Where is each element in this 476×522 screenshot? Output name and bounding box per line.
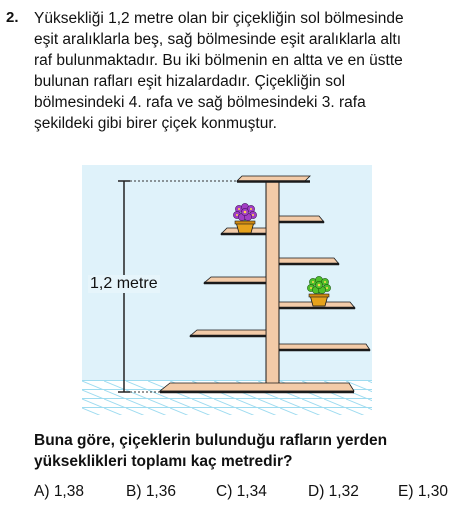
- choice-letter: A): [34, 483, 50, 500]
- question-line: bulunan rafları eşit hizalardadır. Çiçekliğin sol: [34, 73, 346, 90]
- left-shelf-2: [190, 330, 266, 336]
- question-line: eşit aralıklarla beş, sağ bölmesinde eşit aralıklarla altı: [34, 31, 402, 48]
- choice-value: 1,36: [145, 483, 176, 500]
- question-line: şekildeki gibi birer çiçek konmuştur.: [34, 115, 277, 132]
- prompt-line: yükseklikleri toplamı kaç metredir?: [34, 453, 293, 470]
- choice-a[interactable]: [34, 483, 84, 501]
- choice-b[interactable]: [126, 483, 176, 501]
- choice-letter: D): [308, 483, 325, 500]
- prompt-line: Buna göre, çiçeklerin bulunduğu rafların yerden: [34, 432, 388, 449]
- choice-e[interactable]: [398, 483, 448, 501]
- bottom-shelf: [160, 383, 354, 392]
- choice-value: 1,34: [236, 483, 267, 500]
- question-line: bölmesindeki 4. rafa ve sağ bölmesindeki 3. rafa: [34, 94, 366, 111]
- right-shelf-2: [279, 344, 370, 350]
- choice-value: 1,38: [53, 483, 84, 500]
- question-line: Yüksekliği 1,2 metre olan bir çiçekliğin sol bölmesinde: [34, 10, 404, 27]
- choice-letter: C): [216, 483, 233, 500]
- right-shelf-5: [279, 216, 324, 222]
- question-line: raf bulunmaktadır. Bu iki bölmenin en altta ve en üstte: [34, 52, 403, 69]
- choice-d[interactable]: [308, 483, 359, 501]
- left-shelf-3: [204, 277, 266, 283]
- question-number: 2.: [6, 9, 19, 26]
- question-text: [34, 8, 464, 134]
- right-shelf-4: [279, 258, 339, 264]
- question-prompt: [34, 430, 464, 472]
- top-shelf: [237, 176, 310, 182]
- choice-c[interactable]: [216, 483, 267, 501]
- choice-value: 1,30: [417, 483, 448, 500]
- stand-pole: [266, 181, 279, 392]
- height-label: 1,2 metre: [90, 275, 158, 292]
- choice-value: 1,32: [328, 483, 359, 500]
- choice-letter: E): [398, 483, 414, 500]
- choice-letter: B): [126, 483, 142, 500]
